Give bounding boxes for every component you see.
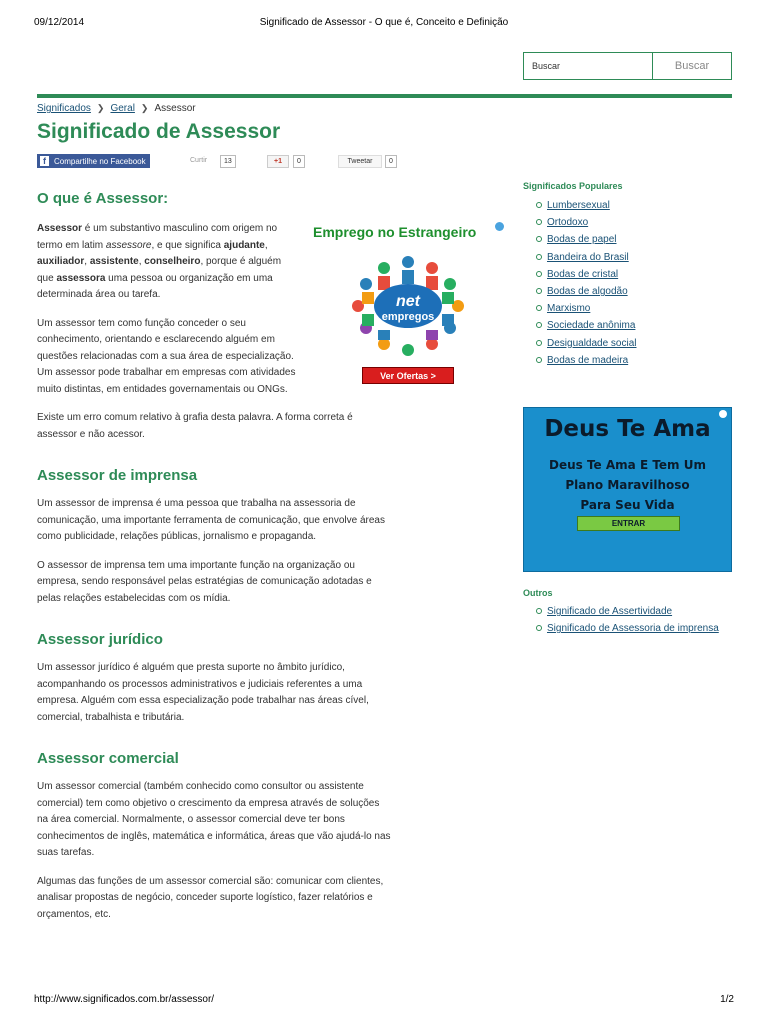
- bullet-icon: [536, 254, 542, 260]
- entrar-button[interactable]: ENTRAR: [577, 516, 680, 531]
- section-heading-what: O que é Assessor:: [37, 190, 169, 207]
- breadcrumb-current: Assessor: [154, 103, 196, 114]
- ad-headline: Deus Te Ama: [544, 416, 711, 442]
- ad-line-3: Para Seu Vida: [580, 498, 675, 512]
- list-item: [536, 268, 637, 285]
- ver-ofertas-button[interactable]: Ver Ofertas >: [362, 367, 454, 384]
- ad-deus-te-ama[interactable]: [523, 407, 732, 572]
- popular-link[interactable]: Ortodoxo: [547, 217, 589, 229]
- facebook-share-label: Compartilhe no Facebook: [54, 156, 146, 166]
- print-page-title: Significado de Assessor - O que é, Conceito e Definição: [259, 17, 509, 28]
- popular-list: [536, 199, 637, 371]
- breadcrumb-link-significados[interactable]: Significados: [37, 103, 91, 114]
- paragraph-juridico: Um assessor jurídico é alguém que presta suporte no âmbito jurídico, acompanhando os processos administrativos e judiciais referentes a uma empresa. Alguém com essa especialização pode trabalhar nas áreas cível, comercial, trabalhista e tributária.: [37, 662, 369, 723]
- print-url: http://www.significados.com.br/assessor/: [34, 994, 215, 1005]
- popular-link[interactable]: Bandeira do Brasil: [547, 251, 629, 263]
- bullet-icon: [536, 322, 542, 328]
- list-item: [536, 605, 719, 622]
- bullet-icon: [536, 357, 542, 363]
- facebook-share-button[interactable]: [37, 154, 150, 168]
- bullet-icon: [536, 608, 542, 614]
- paragraph-definition: Assessor é um substantivo masculino com origem no termo em latim assessore, e que significa ajudante, auxiliador, assistente, conselheiro, porque é alguém que assessora uma pessoa ou organização em uma determinada área ou tarefa.: [37, 223, 282, 300]
- list-item: [536, 354, 637, 371]
- tweet-button[interactable]: Tweetar: [338, 155, 382, 168]
- paragraph-imprensa-1: Um assessor de imprensa é uma pessoa que trabalha na assessoria de comunicação, uma importante ferramenta de comunicação, que envolve áreas como publicidade, relações públicas, jornalismo e propaganda.: [37, 498, 385, 542]
- others-link[interactable]: Significado de Assessoria de imprensa: [547, 623, 719, 635]
- bullet-icon: [536, 625, 542, 631]
- list-item: [536, 622, 719, 639]
- list-item: [536, 251, 637, 268]
- page-title: Significado de Assessor: [37, 120, 281, 143]
- paragraph-comercial-2: Algumas das funções de um assessor comercial são: comunicar com clientes, analisar propostas de negócio, conceder suporte logístico, fazer relatórios e orçamentos, etc.: [37, 875, 384, 920]
- ad-title: Emprego no Estrangeiro: [313, 224, 477, 240]
- ad-emprego-estrangeiro[interactable]: [306, 220, 512, 388]
- breadcrumb-link-geral[interactable]: Geral: [110, 103, 135, 114]
- bullet-icon: [536, 271, 542, 277]
- sidebar-heading-popular: Significados Populares: [523, 181, 623, 191]
- popular-link[interactable]: Bodas de cristal: [547, 268, 619, 280]
- section-heading-juridico: Assessor jurídico: [37, 631, 163, 648]
- popular-link[interactable]: Bodas de madeira: [547, 354, 629, 366]
- paragraph-comercial-1: Um assessor comercial (também conhecido como consultor ou assistente comercial) tem como objetivo o crescimento da empresa através de soluções na área comercial. Normalmente, o assessor comercial deve ter bons conhecimentos de inglês, matemática e informática, áreas que vão ajudá-lo nas suas tarefas.: [37, 781, 391, 858]
- bullet-icon: [536, 340, 542, 346]
- chevron-right-icon: ❯: [140, 103, 149, 113]
- popular-link[interactable]: Desigualdade social: [547, 337, 637, 349]
- section-heading-imprensa: Assessor de imprensa: [37, 467, 198, 484]
- list-item: [536, 302, 637, 319]
- facebook-icon: f: [40, 156, 49, 166]
- others-link[interactable]: Significado de Assertividade: [547, 606, 673, 617]
- social-share-bar: [37, 154, 417, 170]
- ad-choices-icon[interactable]: [495, 222, 504, 231]
- ad-logo-empregos: empregos: [381, 311, 435, 323]
- bullet-icon: [536, 288, 542, 294]
- print-date: 09/12/2014: [34, 17, 85, 28]
- print-header: [34, 17, 734, 31]
- bullet-icon: [536, 305, 542, 311]
- list-item: [536, 216, 637, 233]
- search-button[interactable]: Buscar: [653, 53, 731, 79]
- print-page-number: 1/2: [720, 994, 734, 1005]
- like-count: 13: [220, 155, 236, 168]
- popular-link[interactable]: Sociedade anônima: [547, 320, 636, 332]
- gplus-count: 0: [293, 155, 305, 168]
- chevron-right-icon: ❯: [96, 103, 105, 113]
- section-heading-comercial: Assessor comercial: [37, 750, 179, 767]
- breadcrumb: [37, 103, 196, 114]
- others-list: [536, 605, 719, 639]
- people-circle-illustration: [328, 244, 488, 364]
- paragraph-spelling: Existe um erro comum relativo à grafia desta palavra. A forma correta é assessor e não acessor.: [37, 412, 353, 440]
- popular-link[interactable]: Bodas de papel: [547, 234, 617, 246]
- ad-line-1: Deus Te Ama E Tem Um: [549, 458, 706, 472]
- tweet-count: 0: [385, 155, 397, 168]
- header-divider: [37, 94, 732, 98]
- popular-link[interactable]: Bodas de algodão: [547, 285, 628, 297]
- ad-logo-net: net: [396, 293, 420, 310]
- list-item: [536, 319, 637, 336]
- like-label[interactable]: Curtir: [190, 157, 208, 164]
- sidebar-heading-outros: Outros: [523, 588, 553, 598]
- list-item: [536, 285, 637, 302]
- ad-line-2: Plano Maravilhoso: [565, 478, 690, 492]
- list-item: [536, 337, 637, 354]
- google-plus-button[interactable]: +1: [267, 155, 289, 168]
- popular-link[interactable]: Lumbersexual: [547, 200, 610, 211]
- paragraph-imprensa-2: O assessor de imprensa tem uma importante função na organização ou empresa, sendo responsável pelas estratégias de comunicação adotadas e pelas relações estabelecidas com os mídia.: [37, 559, 372, 604]
- bullet-icon: [536, 219, 542, 225]
- list-item: [536, 199, 637, 216]
- list-item: [536, 233, 637, 250]
- popular-link[interactable]: Marxismo: [547, 303, 591, 315]
- search-input[interactable]: [524, 53, 653, 79]
- bullet-icon: [536, 202, 542, 208]
- bullet-icon: [536, 236, 542, 242]
- paragraph-function: Um assessor tem como função conceder o seu conhecimento, orientando e esclarecendo alguém em questões relacionadas com a sua área de especialização. Um assessor pode trabalhar em empresas com atividades muito distintas, em entidades governamentais ou ONGs.: [37, 317, 296, 395]
- search-form: [523, 52, 732, 80]
- print-footer: [34, 994, 734, 1008]
